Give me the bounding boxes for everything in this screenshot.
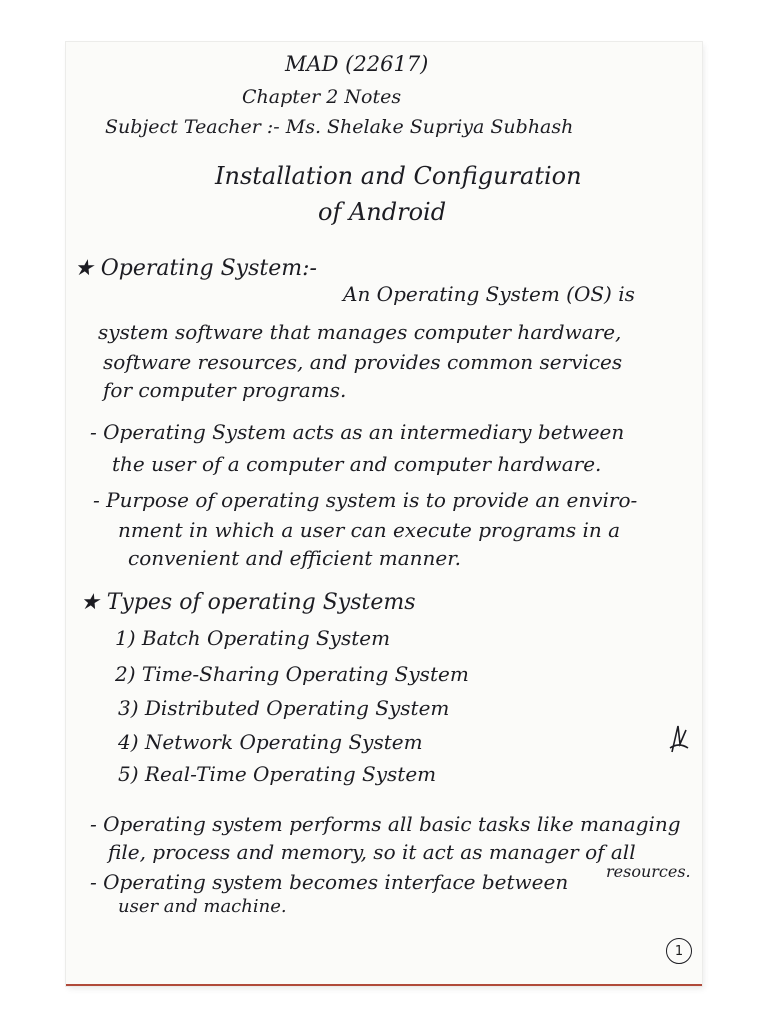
os-point-line: nment in which a user can execute programs in a [118, 518, 621, 542]
closing-point-tail: resources. [606, 862, 691, 881]
os-type-item: 4) Network Operating System [118, 730, 423, 754]
chapter-title-line2: of Android [318, 198, 447, 226]
course-code: MAD (22617) [285, 52, 429, 76]
section-heading-types: ★ Types of operating Systems [80, 590, 416, 615]
closing-point-line: - Operating system performs all basic tasks like managing [90, 812, 681, 836]
teacher-line: Subject Teacher :- Ms. Shelake Supriya Subhash [105, 116, 574, 138]
closing-point-line: file, process and memory, so it act as manager of all [108, 840, 636, 864]
os-point-line: the user of a computer and computer hardware. [112, 452, 602, 476]
os-point-line: - Operating System acts as an intermediary between [90, 420, 625, 444]
os-type-item: 2) Time-Sharing Operating System [115, 662, 469, 686]
chapter-title-line1: Installation and Configuration [215, 162, 582, 190]
os-type-item: 1) Batch Operating System [115, 626, 391, 650]
chapter-label: Chapter 2 Notes [242, 86, 402, 108]
os-definition-line: system software that manages computer hardware, [98, 320, 622, 344]
section-heading-os: ★ Operating System:- [74, 256, 317, 281]
os-point-line: convenient and efficient manner. [128, 546, 461, 570]
os-type-item: 5) Real-Time Operating System [118, 762, 437, 786]
os-definition-line: for computer programs. [103, 378, 347, 402]
page-number: 1 [666, 938, 692, 964]
tick-mark-icon [668, 722, 690, 756]
closing-point-line: user and machine. [118, 896, 287, 917]
os-type-item: 3) Distributed Operating System [118, 696, 450, 720]
os-point-line: - Purpose of operating system is to provide an enviro- [93, 488, 638, 512]
closing-point-line: - Operating system becomes interface between [90, 870, 569, 894]
os-definition-line: An Operating System (OS) is [343, 282, 635, 306]
os-definition-line: software resources, and provides common services [103, 350, 623, 374]
